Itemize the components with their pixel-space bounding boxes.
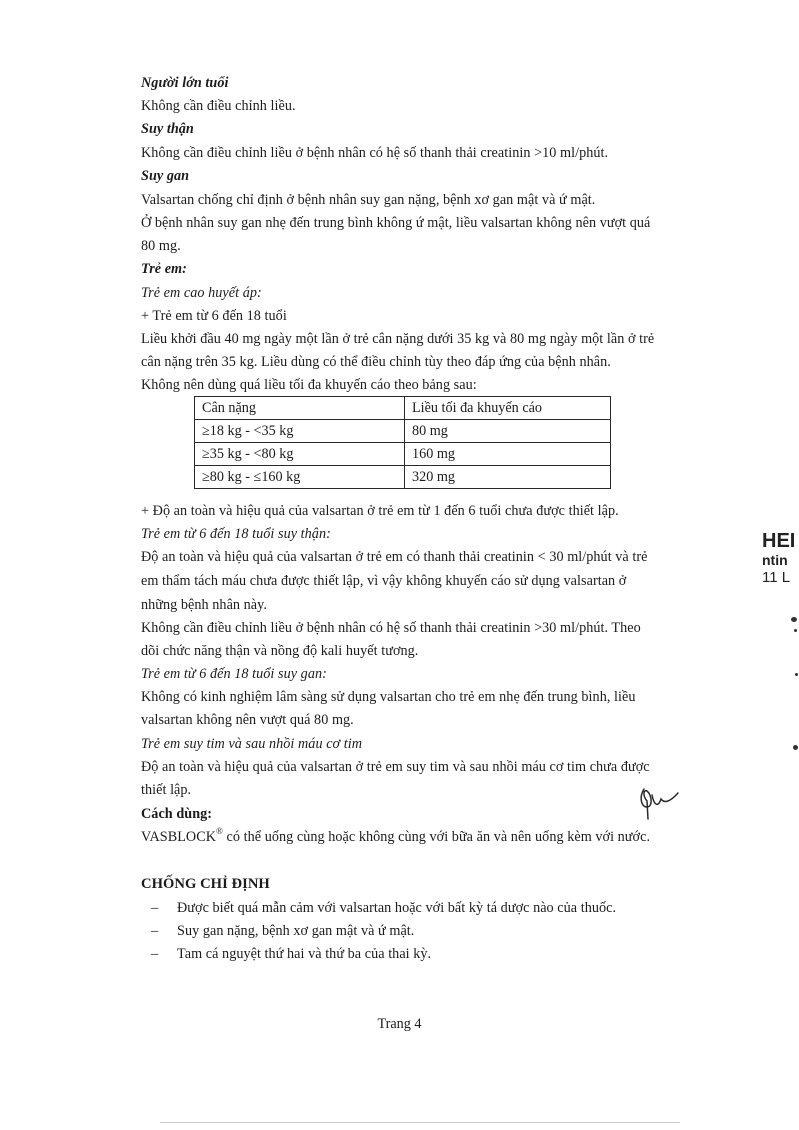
table-cell-dose: 160 mg (405, 443, 611, 466)
hepatic-text-3: 80 mg. (141, 238, 181, 254)
edge-text-3: 11 L (762, 569, 791, 586)
handwritten-signature (636, 781, 682, 823)
heart-children-text-2: thiết lập. (141, 782, 192, 798)
heart-children-text-1: Độ an toàn và hiệu quả của valsartan ở trẻ em suy tim và sau nhồi máu cơ tim chưa được (141, 759, 650, 775)
hepatic-children-text-1: Không có kinh nghiệm lâm sàng sử dụng valsartan cho trẻ em nhẹ đến trung bình, liều (141, 689, 636, 705)
table-header-weight: Cân nặng (195, 397, 405, 420)
list-item: Tam cá nguyệt thứ hai và thứ ba của thai kỳ. (177, 946, 432, 962)
hepatic-text-1: Valsartan chống chỉ định ở bệnh nhân suy gan nặng, bệnh xơ gan mật và ứ mật. (141, 192, 596, 208)
list-bullet: – (151, 900, 159, 916)
hepatic-text-2: Ở bệnh nhân suy gan nhẹ đến trung bình không ứ mật, liều valsartan không nên vượt quá (141, 215, 651, 231)
children-dose-text-3: Không nên dùng quá liều tối đa khuyến cáo theo bảng sau: (141, 377, 477, 393)
table-cell-weight: ≥80 kg - ≤160 kg (195, 466, 405, 489)
table-row (195, 443, 611, 466)
usage-text (141, 828, 650, 846)
elderly-heading: Người lớn tuổi (141, 75, 229, 91)
hepatic-children-heading: Trẻ em từ 6 đến 18 tuổi suy gan: (141, 666, 327, 682)
edge-text-1: HEI (762, 530, 796, 552)
renal-children-heading: Trẻ em từ 6 đến 18 tuổi suy thận: (141, 526, 331, 542)
edge-text-2: ntin (762, 552, 788, 568)
table-cell-dose: 320 mg (405, 466, 611, 489)
scan-speck (795, 673, 798, 676)
registered-mark: ® (216, 826, 223, 837)
children-hypertension-heading: Trẻ em cao huyết áp: (141, 285, 262, 301)
children-heading: Trẻ em: (141, 261, 187, 277)
renal-children-text-5: dõi chức năng thận và nồng độ kali huyết tương. (141, 643, 419, 659)
max-dose-table (194, 396, 611, 489)
page-number: Trang 4 (377, 1016, 422, 1032)
table-cell-weight: ≥35 kg - <80 kg (195, 443, 405, 466)
table-cell-weight: ≥18 kg - <35 kg (195, 420, 405, 443)
scan-speck (793, 745, 798, 750)
children-age-range: + Trẻ em từ 6 đến 18 tuổi (141, 308, 287, 324)
renal-children-text-4: Không cần điều chỉnh liều ở bệnh nhân có hệ số thanh thải creatinin >30 ml/phút. Theo (141, 620, 641, 636)
table-row (195, 466, 611, 489)
children-dose-text-1: Liều khởi đầu 40 mg ngày một lần ở trẻ cân nặng dưới 35 kg và 80 mg ngày một lần ở trẻ (141, 331, 655, 347)
table-row (195, 420, 611, 443)
renal-children-text-2: em thẩm tách máu chưa được thiết lập, vì vậy không khuyến cáo sử dụng valsartan ở (141, 573, 627, 589)
renal-text: Không cần điều chỉnh liều ở bệnh nhân có hệ số thanh thải creatinin >10 ml/phút. (141, 145, 609, 161)
list-item: Được biết quá mẫn cảm với valsartan hoặc với bất kỳ tá dược nào của thuốc. (177, 900, 617, 916)
elderly-text: Không cần điều chỉnh liều. (141, 98, 296, 114)
renal-children-text-1: Độ an toàn và hiệu quả của valsartan ở trẻ em có thanh thải creatinin < 30 ml/phút và trẻ (141, 549, 648, 565)
heart-children-heading: Trẻ em suy tim và sau nhồi máu cơ tim (141, 736, 363, 752)
scan-edge-line (160, 1122, 680, 1123)
table-header-max-dose: Liều tối đa khuyến cáo (405, 397, 611, 420)
usage-text-rest: có thể uống cùng hoặc không cùng với bữa ăn và nên uống kèm với nước. (222, 829, 651, 845)
hepatic-heading: Suy gan (141, 168, 190, 184)
scan-speck (791, 617, 797, 622)
renal-children-text-3: những bệnh nhân này. (141, 597, 267, 613)
children-dose-text-2: cân nặng trên 35 kg. Liều dùng có thể điều chỉnh tùy theo đáp ứng của bệnh nhân. (141, 354, 611, 370)
table-header-row (195, 397, 611, 420)
safety-1-6-text: + Độ an toàn và hiệu quả của valsartan ở trẻ em từ 1 đến 6 tuổi chưa được thiết lập. (141, 503, 619, 519)
list-bullet: – (151, 923, 159, 939)
hepatic-children-text-2: valsartan không nên vượt quá 80 mg. (141, 712, 354, 728)
brand-name: VASBLOCK (141, 829, 217, 845)
list-bullet: – (151, 946, 159, 962)
scan-speck (794, 629, 797, 632)
renal-heading: Suy thận (141, 121, 194, 137)
table-cell-dose: 80 mg (405, 420, 611, 443)
usage-heading: Cách dùng: (141, 806, 213, 822)
contraindications-heading: CHỐNG CHỈ ĐỊNH (141, 876, 270, 892)
list-item: Suy gan nặng, bệnh xơ gan mật và ứ mật. (177, 923, 415, 939)
